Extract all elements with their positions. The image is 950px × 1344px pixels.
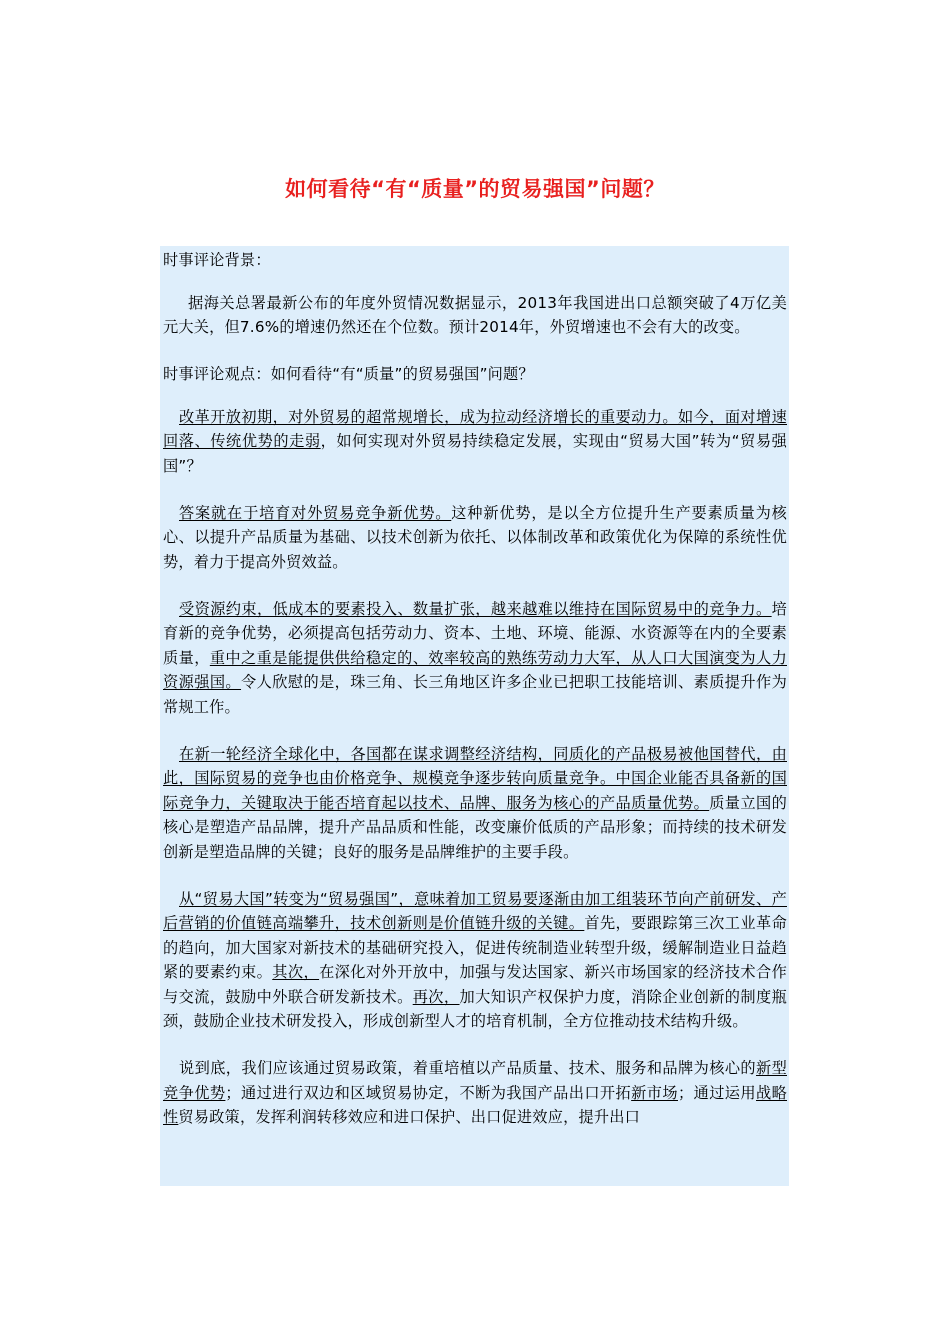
article-panel [160,246,789,1186]
body-paragraph [163,405,787,479]
text-run: ，如何实现对外贸易持续稳定发展，实现由“贸易大国”转为“贸易强国”？ [163,432,787,475]
underlined-text: 战略性 [163,1083,788,1126]
body-paragraph [163,501,787,575]
text-run: 质量立国的核心是塑造产品品牌，提升产品品质和性能，改变廉价低质的产品形象；而持续的技术研发创新是塑造品牌的关键；良好的服务是品牌维护的主要手段。 [163,793,788,861]
background-label: 时事评论背景： [163,251,271,269]
text-run: 在深化对外开放中，加强与发达国家、新兴市场国家的经济技术合作与交流，鼓励中外联合研发新技术。 [163,963,788,1006]
underlined-text: 新市场 [631,1083,678,1102]
body-paragraph [163,742,787,865]
article-content [160,246,789,1130]
underlined-text: 在新一轮经济全球化中，各国都在谋求调整经济结构，同质化的产品极易被他国替代，由此，国际贸易的竞争也由价格竞争、规模竞争逐步转向质量竞争。中国企业能否具备新的国际竞争力，关键取决于能否培育起以技术、品牌、服务为核心的产品质量优势。 [163,744,787,812]
underlined-text: 改革开放初期，对外贸易的超常规增长，成为拉动经济增长的重要动力。如今，面对增速回落、传统优势的走弱 [163,407,787,450]
background-paragraph: 据海关总署最新公布的年度外贸情况数据显示，2013年我国进出口总额突破了4万亿美元大关，但7.6%的增速仍然还在个位数。预计2014年，外贸增速也不会有大的改变。 [163,293,787,336]
underlined-text: 重中之重是能提供供给稳定的、效率较高的熟练劳动力大军，从人口大国演变为人力资源强国。 [163,648,787,691]
text-run: 贸易政策，发挥利润转移效应和进口保护、出口促进效应，提升出口 [178,1108,641,1126]
underlined-text: 受资源约束，低成本的要素投入、数量扩张，越来越难以维持在国际贸易中的竞争力。 [179,599,772,618]
underlined-text: 从“贸易大国”转变为“贸易强国”，意味着加工贸易要逐渐由加工组装环节向产前研发、产后营销的价值链高端攀升，技术创新则是价值链升级的关键。 [163,889,787,932]
body-paragraph [163,1056,787,1130]
text-run: 加大知识产权保护力度，消除企业创新的制度瓶颈，鼓励企业技术研发投入，形成创新型人才的培育机制，全方位推动技术结构升级。 [163,987,788,1030]
text-run: ；通过进行双边和区域贸易协定，不断为我国产品出口开拓 [225,1083,632,1102]
text-run: 培育新的竞争优势，必须提高包括劳动力、资本、土地、环境、能源、水资源等在内的全要素质量， [163,599,787,667]
viewpoint-label: 时事评论观点：如何看待“有“质量”的贸易强国”问题？ [163,365,534,383]
text-run: 首先，要跟踪第三次工业革命的趋向，加大国家对新技术的基础研究投入，促进传统制造业转型升级，缓解制造业日益趋紧的要素约束。 [163,914,787,981]
body-paragraph [163,887,787,1034]
text-run: 令人欣慰的是，珠三角、长三角地区许多企业已把职工技能培训、素质提升作为常规工作。 [163,673,788,716]
viewpoint-paragraphs [163,405,787,1130]
document-title: 如何看待“有“质量”的贸易强国”问题？ [285,177,665,201]
underlined-text: 再次， [412,987,460,1006]
underlined-text: 新型竞争优势 [163,1059,787,1102]
text-run: 这种新优势，是以全方位提升生产要素质量为核心、以提升产品质量为基础、以技术创新为依托、以体制改革和政策优化为保障的系统性优势，着力于提高外贸效益。 [163,503,787,571]
text-run: 说到底，我们应该通过贸易政策，着重培植以产品质量、技术、服务和品牌为核心的 [179,1059,757,1077]
text-run: ；通过运用 [677,1083,757,1102]
underlined-text: 其次， [272,963,320,981]
body-paragraph [163,597,787,720]
underlined-text: 答案就在于培育对外贸易竞争新优势。 [179,503,452,522]
